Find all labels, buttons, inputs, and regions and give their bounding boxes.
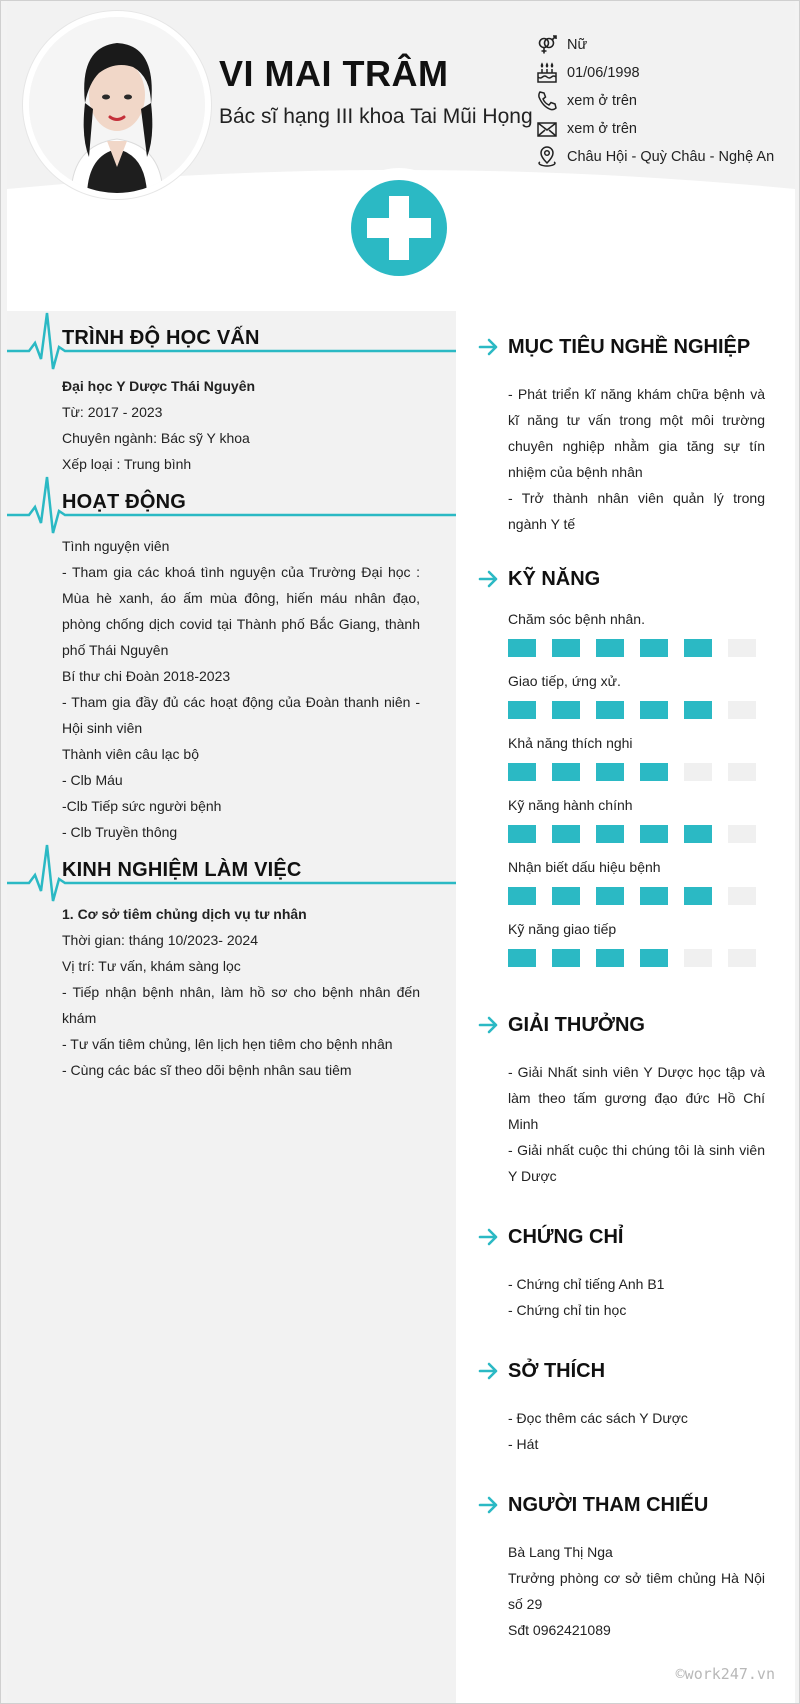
experience-title: KINH NGHIỆM LÀM VIỆC	[62, 859, 302, 881]
skill-dot-filled	[552, 825, 580, 843]
awards-body	[508, 1059, 765, 1189]
education-section	[7, 311, 456, 477]
avatar	[29, 17, 205, 193]
gender-text: Nữ	[567, 37, 588, 53]
skill-dot-filled	[684, 825, 712, 843]
activities-heading	[7, 475, 456, 519]
skills-list	[508, 609, 765, 967]
skill-dot-filled	[596, 949, 624, 967]
education-title: TRÌNH ĐỘ HỌC VẤN	[62, 327, 260, 349]
awards-section	[456, 977, 795, 1189]
arrow-right-icon	[478, 336, 500, 358]
skill-dot-filled	[640, 949, 668, 967]
reference-line: Trưởng phòng cơ sở tiêm chủng Hà Nội số 29	[508, 1570, 765, 1612]
activity-line: - Tham gia các khoá tình nguyện của Trường Đại học : Mùa hè xanh, áo ấm mùa đông, hiến máu nhân đạo, phòng chống dịch covid tại Thành phố Bắc Giang, thành phố Thái Nguyên	[62, 564, 420, 658]
skills-section	[456, 537, 795, 967]
skill-dot-filled	[684, 639, 712, 657]
objective-line: - Trở thành nhân viên quản lý trong ngành Y tế	[508, 490, 765, 532]
skill-dot-empty	[728, 887, 756, 905]
skill-dot-empty	[728, 639, 756, 657]
certificates-body	[508, 1271, 765, 1323]
hobbies-section	[456, 1323, 795, 1457]
arrow-right-icon	[478, 1360, 500, 1382]
activity-line: Bí thư chi Đoàn 2018-2023	[62, 668, 231, 684]
experience-line: Vị trí: Tư vấn, khám sàng lọc	[62, 958, 241, 974]
skill-name: Chăm sóc bệnh nhân.	[508, 611, 645, 627]
objective-line: - Phát triển kĩ năng khám chữa bệnh và kĩ năng tư vấn trong một môi trường chuyên nghiệp nhằm gia tăng sự tín nhiệm của bệnh nhân	[508, 386, 765, 480]
experience-line: - Tiếp nhận bệnh nhân, làm hồ sơ cho bệnh nhân đến khám	[62, 984, 420, 1026]
skill-dot-filled	[508, 701, 536, 719]
contact-gender	[535, 31, 795, 59]
skill-name: Nhận biết dấu hiệu bệnh	[508, 859, 661, 875]
skill-name: Kỹ năng hành chính	[508, 797, 633, 813]
skill-dot-empty	[684, 949, 712, 967]
skill-dot-filled	[684, 701, 712, 719]
contact-list	[535, 31, 795, 171]
skill-item	[508, 919, 765, 967]
certificate-line: - Chứng chỉ tiếng Anh B1	[508, 1276, 665, 1292]
reference-line: Bà Lang Thị Nga	[508, 1544, 613, 1560]
objective-body	[508, 381, 765, 537]
skill-item	[508, 857, 765, 905]
skills-heading	[508, 559, 765, 599]
hobby-line: - Đọc thêm các sách Y Dược	[508, 1410, 688, 1426]
contact-email	[535, 115, 795, 143]
arrow-right-icon	[478, 1226, 500, 1248]
arrow-right-icon	[478, 1494, 500, 1516]
skill-dot-empty	[728, 825, 756, 843]
skill-dot-filled	[596, 763, 624, 781]
skill-dot-filled	[508, 949, 536, 967]
experience-heading	[7, 843, 456, 887]
skill-item	[508, 733, 765, 781]
skills-title: KỸ NĂNG	[508, 567, 601, 590]
education-body	[7, 355, 456, 477]
watermark: ©work247.vn	[675, 1665, 775, 1683]
awards-title: GIẢI THƯỞNG	[508, 1013, 645, 1036]
portrait-image	[29, 17, 205, 193]
references-title: NGƯỜI THAM CHIẾU	[508, 1493, 709, 1516]
hobbies-heading	[508, 1351, 765, 1391]
references-heading	[508, 1485, 765, 1525]
contact-phone	[535, 87, 795, 115]
objective-title: MỤC TIÊU NGHỀ NGHIỆP	[508, 335, 751, 358]
certificates-title: CHỨNG CHỈ	[508, 1225, 624, 1248]
activity-line: -Clb Tiếp sức người bệnh	[62, 798, 222, 814]
objective-section	[456, 311, 795, 537]
activities-section	[7, 475, 456, 845]
skill-rating-bar	[508, 825, 765, 843]
experience-section	[7, 843, 456, 1083]
skill-dot-empty	[684, 763, 712, 781]
arrow-right-icon	[478, 568, 500, 590]
skill-dot-filled	[552, 949, 580, 967]
skill-dot-filled	[508, 763, 536, 781]
skill-dot-empty	[728, 701, 756, 719]
birthday-cake-icon	[535, 62, 559, 84]
skill-dot-filled	[596, 639, 624, 657]
activity-line: Thành viên câu lạc bộ	[62, 746, 199, 762]
skill-dot-filled	[640, 825, 668, 843]
contact-birthday	[535, 59, 795, 87]
skill-rating-bar	[508, 887, 765, 905]
award-line: - Giải nhất cuộc thi chúng tôi là sinh viên Y Dược	[508, 1142, 765, 1184]
phone-text: xem ở trên	[567, 93, 637, 109]
job-title: Bác sĩ hạng III khoa Tai Mũi Họng	[219, 105, 533, 128]
education-heading	[7, 311, 456, 355]
experience-line: - Tư vấn tiêm chủng, lên lịch hẹn tiêm cho bệnh nhân	[62, 1036, 393, 1052]
skill-dot-filled	[640, 763, 668, 781]
skill-dot-filled	[640, 701, 668, 719]
skill-dot-empty	[728, 949, 756, 967]
education-line: Xếp loại : Trung bình	[62, 456, 192, 472]
birthday-text: 01/06/1998	[567, 65, 640, 81]
skill-item	[508, 795, 765, 843]
certificates-section	[456, 1189, 795, 1323]
skill-dot-filled	[596, 701, 624, 719]
skill-item	[508, 609, 765, 657]
skill-dot-filled	[508, 639, 536, 657]
hobbies-body	[508, 1405, 765, 1457]
skill-dot-filled	[508, 825, 536, 843]
address-text: Châu Hội - Quỳ Châu - Nghệ An	[567, 149, 775, 165]
skill-item	[508, 671, 765, 719]
skill-dot-filled	[640, 639, 668, 657]
activity-line: Tình nguyện viên	[62, 538, 170, 554]
skill-dot-filled	[552, 639, 580, 657]
skill-rating-bar	[508, 701, 765, 719]
certificates-heading	[508, 1217, 765, 1257]
education-line: Chuyên ngành: Bác sỹ Y khoa	[62, 430, 250, 446]
objective-heading	[508, 327, 765, 367]
email-icon	[535, 118, 559, 140]
hobby-line: - Hát	[508, 1436, 539, 1452]
email-text: xem ở trên	[567, 121, 637, 137]
skill-name: Kỹ năng giao tiếp	[508, 921, 617, 937]
activities-body	[7, 519, 456, 845]
reference-line: Sđt 0962421089	[508, 1622, 611, 1638]
experience-body	[7, 887, 456, 1083]
skill-dot-filled	[596, 825, 624, 843]
skill-dot-filled	[552, 701, 580, 719]
references-section	[456, 1457, 795, 1643]
medical-cross-icon	[351, 180, 447, 276]
skill-rating-bar	[508, 763, 765, 781]
full-name: VI MAI TRÂM	[219, 53, 449, 94]
skill-dot-filled	[640, 887, 668, 905]
award-line: - Giải Nhất sinh viên Y Dược học tập và làm theo tấm gương đạo đức Hồ Chí Minh	[508, 1064, 765, 1132]
certificate-line: - Chứng chỉ tin học	[508, 1302, 627, 1318]
medical-cross-badge	[339, 168, 459, 288]
activity-line: - Tham gia đầy đủ các hoạt động của Đoàn thanh niên - Hội sinh viên	[62, 694, 420, 736]
arrow-right-icon	[478, 1014, 500, 1036]
skill-rating-bar	[508, 639, 765, 657]
skill-dot-empty	[728, 763, 756, 781]
skill-dot-filled	[596, 887, 624, 905]
skill-dot-filled	[552, 887, 580, 905]
experience-line: - Cùng các bác sĩ theo dõi bệnh nhân sau tiêm	[62, 1062, 352, 1078]
phone-icon	[535, 90, 559, 112]
activity-line: - Clb Truyền thông	[62, 824, 178, 840]
contact-address	[535, 143, 795, 171]
left-column	[7, 311, 456, 1704]
education-line: Từ: 2017 - 2023	[62, 404, 163, 420]
activity-line: - Clb Máu	[62, 772, 123, 788]
skill-dot-filled	[552, 763, 580, 781]
skill-rating-bar	[508, 949, 765, 967]
skill-name: Giao tiếp, ứng xử.	[508, 673, 621, 689]
location-pin-icon	[535, 146, 559, 168]
awards-heading	[508, 1005, 765, 1045]
company-name: 1. Cơ sở tiêm chủng dịch vụ tư nhân	[62, 906, 307, 922]
hobbies-title: SỞ THÍCH	[508, 1359, 606, 1382]
activities-title: HOẠT ĐỘNG	[62, 491, 187, 513]
right-column	[456, 311, 795, 1661]
experience-line: Thời gian: tháng 10/2023- 2024	[62, 932, 258, 948]
references-body	[508, 1539, 765, 1643]
skill-name: Khả năng thích nghi	[508, 735, 633, 751]
school-name: Đại học Y Dược Thái Nguyên	[62, 378, 256, 394]
skill-dot-filled	[684, 887, 712, 905]
gender-icon	[535, 34, 559, 56]
skill-dot-filled	[508, 887, 536, 905]
profile-photo	[23, 11, 211, 199]
